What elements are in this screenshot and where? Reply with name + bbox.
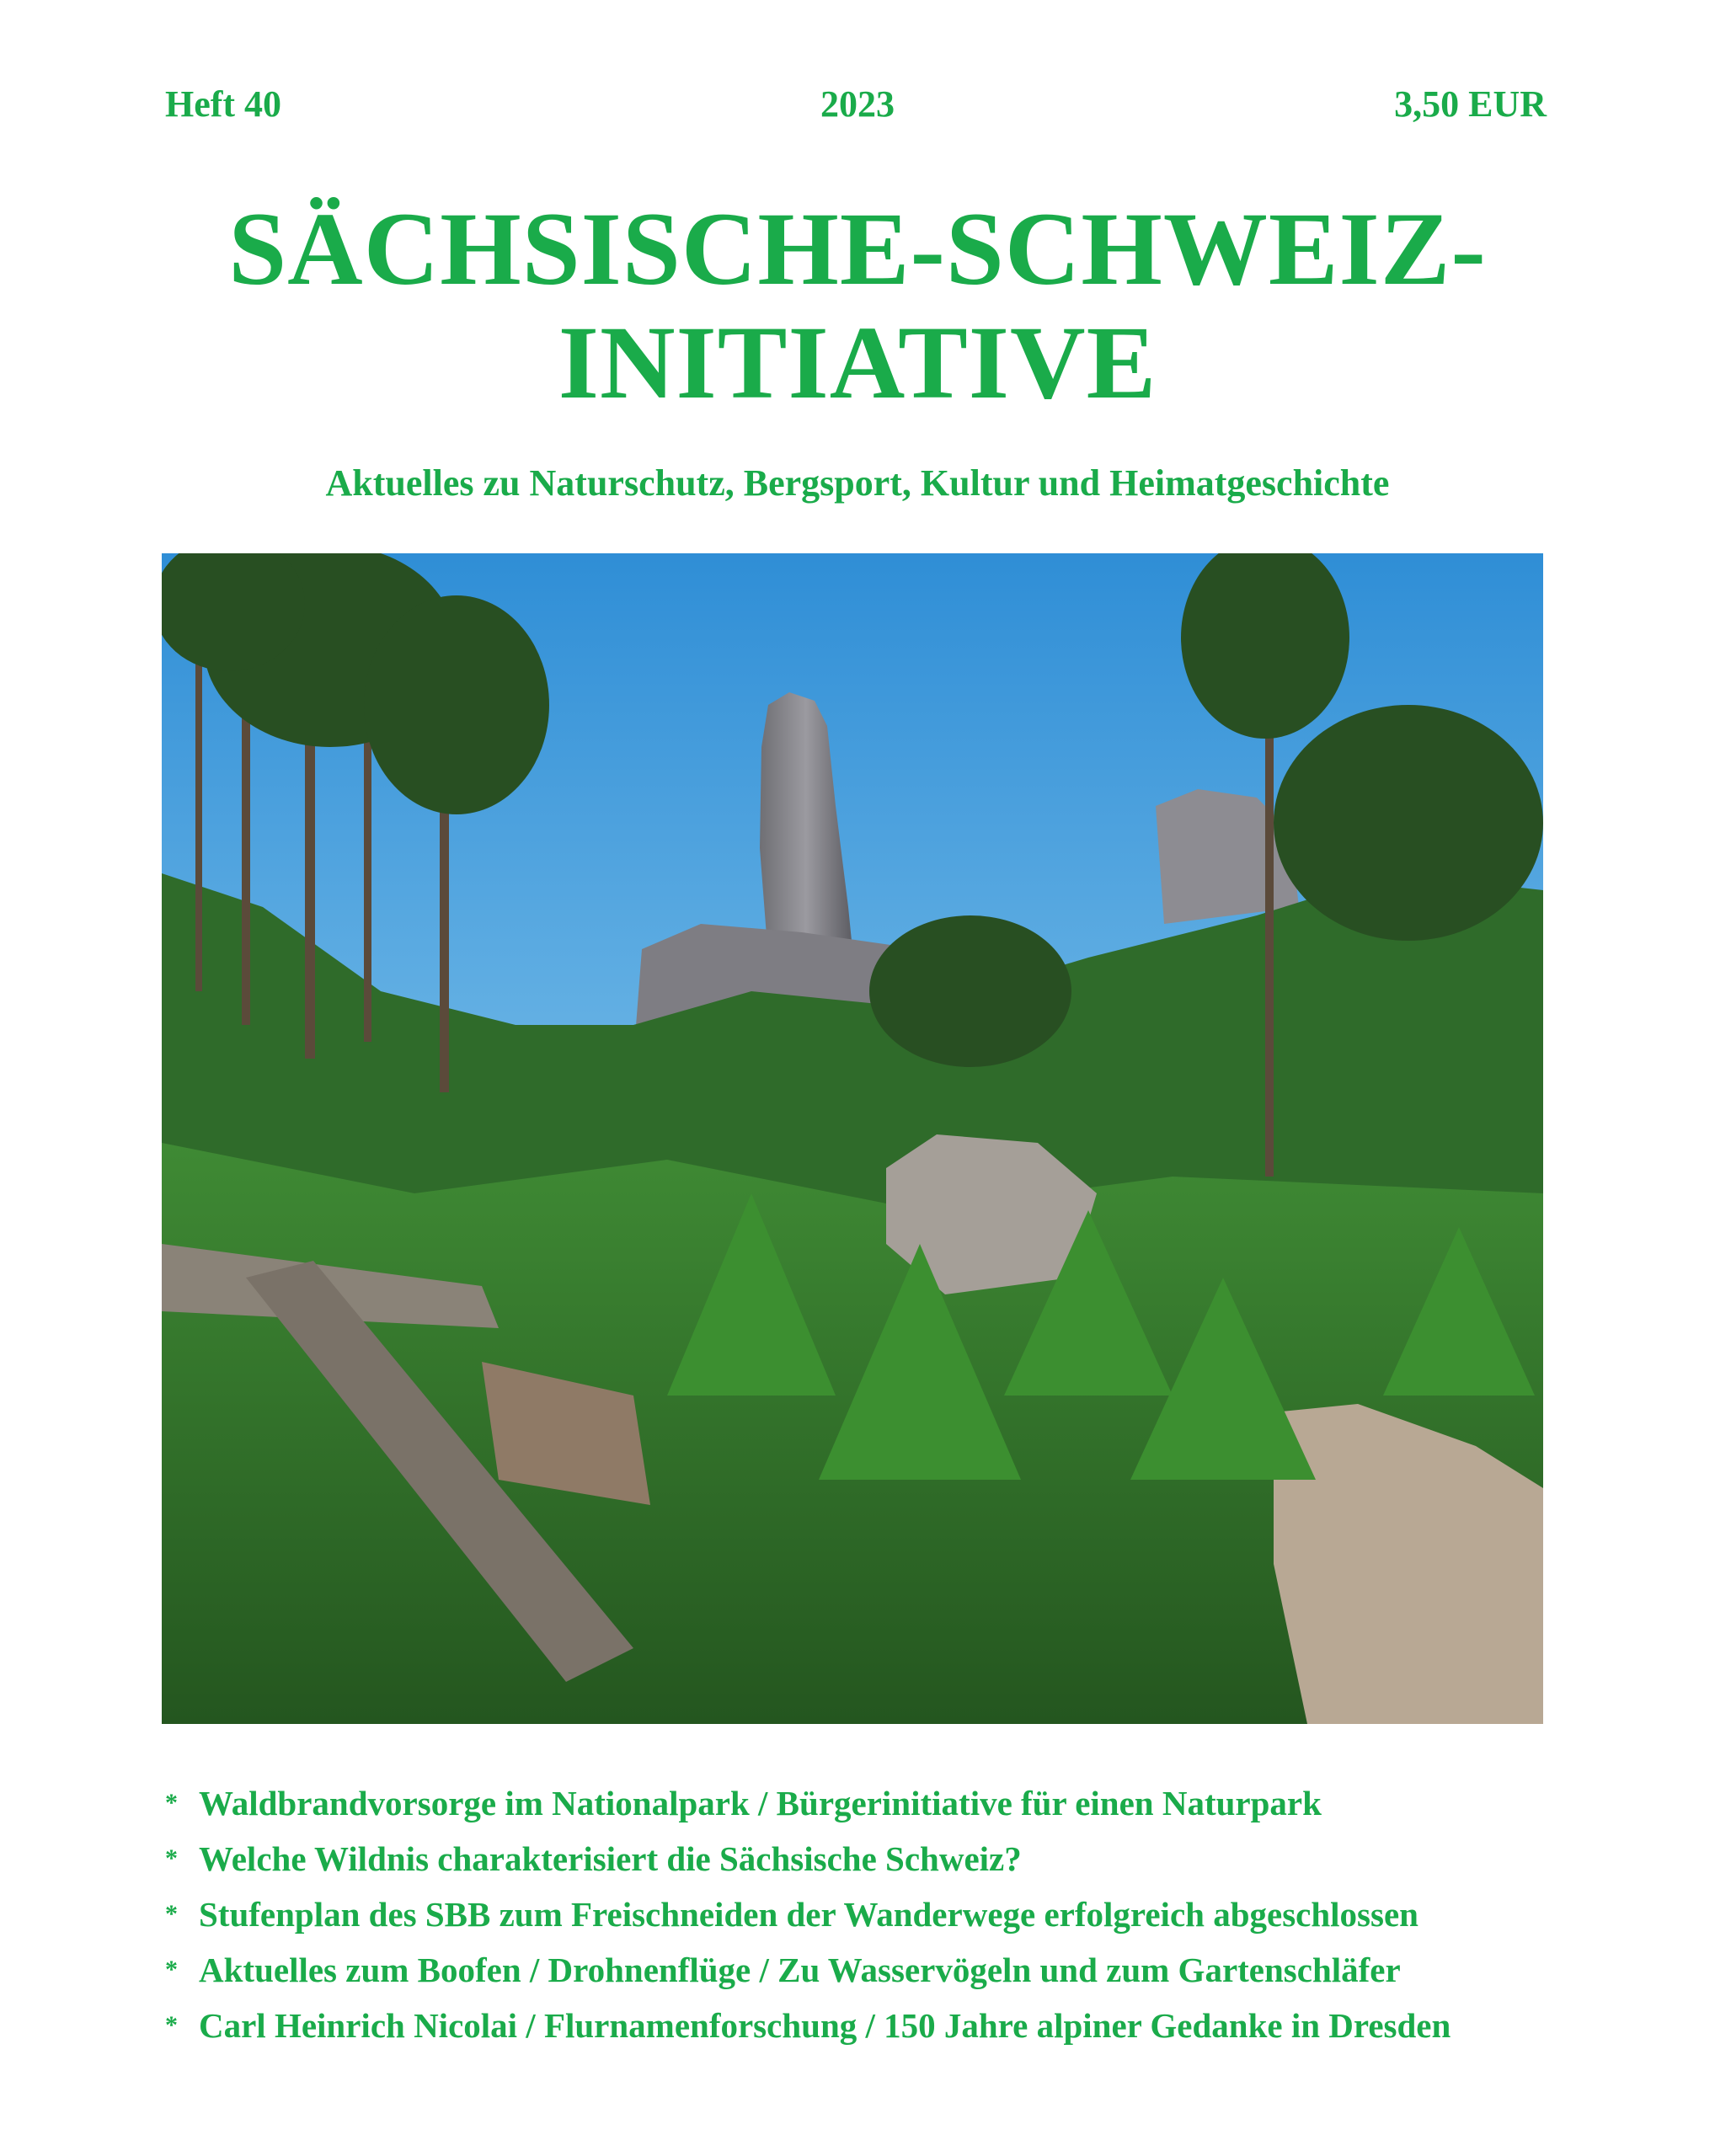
bullet-asterisk: *	[165, 1844, 178, 1872]
bullet-asterisk: *	[165, 1956, 178, 1983]
bullet-asterisk: *	[165, 2011, 178, 2039]
issue-price: 3,50 EUR	[1394, 83, 1547, 125]
bullet-asterisk: *	[165, 1789, 178, 1817]
cover-photo	[162, 553, 1543, 1724]
topic-item: * Welche Wildnis charakterisiert die Sächsische Schweiz?	[165, 1831, 1563, 1886]
title-line-1: SÄCHSISCHE-SCHWEIZ-	[228, 191, 1487, 307]
issue-number: Heft 40	[165, 83, 282, 125]
magazine-title	[0, 192, 1715, 419]
magazine-subtitle: Aktuelles zu Naturschutz, Bergsport, Kultur und Heimatgeschichte	[325, 462, 1390, 504]
issue-year: 2023	[820, 83, 895, 125]
topic-item: * Carl Heinrich Nicolai / Flurnamenforschung / 150 Jahre alpiner Gedanke in Dresden	[165, 1998, 1563, 2053]
topic-list	[165, 1775, 1563, 2053]
topic-item: * Aktuelles zum Boofen / Drohnenflüge / Zu Wasservögeln und zum Gartenschläfer	[165, 1942, 1563, 1998]
topic-item: * Waldbrandvorsorge im Nationalpark / Bürgerinitiative für einen Naturpark	[165, 1775, 1563, 1831]
topic-item: * Stufenplan des SBB zum Freischneiden der Wanderwege erfolgreich abgeschlossen	[165, 1886, 1563, 1942]
title-line-2: INITIATIVE	[558, 305, 1157, 420]
bullet-asterisk: *	[165, 1900, 178, 1928]
